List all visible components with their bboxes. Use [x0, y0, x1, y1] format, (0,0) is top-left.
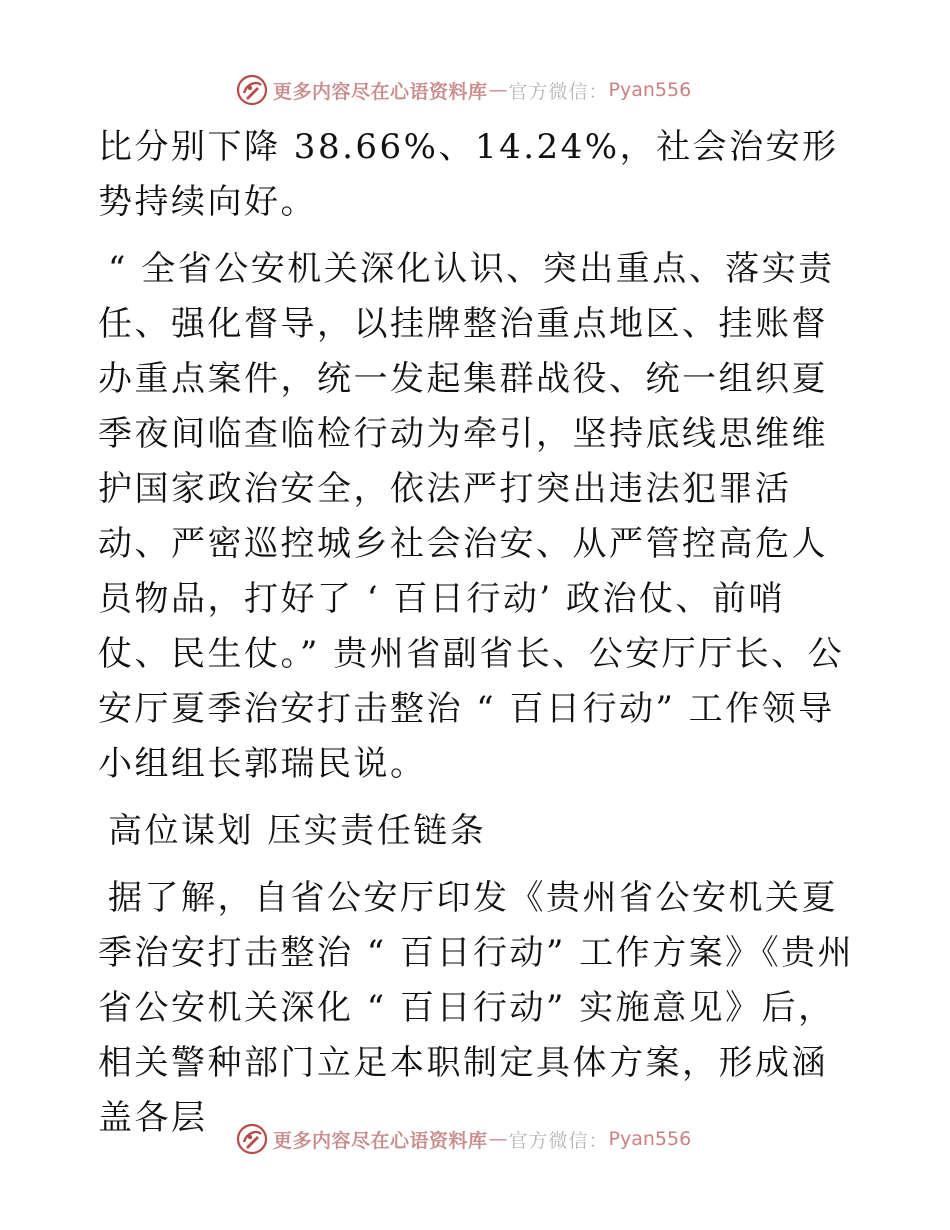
watermark-wechat-label: 官方微信： [508, 80, 609, 103]
watermark-footer [235, 1122, 691, 1156]
watermark-dash: — [488, 79, 508, 101]
paragraph-2: “ 全省公安机关深化认识、突出重点、落实责任、强化督导，以挂牌整治重点地区、挂账督办重点案件，统一发起集群战役、统一组织夏季夜间临查临检行动为牵引，坚持底线思维维护国家政治安全，依法严打突出违法犯罪活动、严密巡控城乡社会治安、从严管控高危人员物品，打好了 ‘ 百日行动’ 政治仗、前哨仗、民生仗。” 贵州省副省长、公安厅厅长、公安厅夏季治安打击整治 “ 百日行动” 工作领导小组组长郭瑞民说。 [98, 249, 845, 784]
watermark-site-text: 更多内容尽在心语资料库 [273, 80, 488, 103]
document-body [98, 120, 858, 1146]
watermark-dash: — [488, 1128, 508, 1150]
watermark-site-text: 更多内容尽在心语资料库 [273, 1129, 488, 1152]
paragraph-3: 据了解，自省公安厅印发《贵州省公安机关夏季治安打击整治 “ 百日行动” 工作方案》《贵州省公安机关深化 “ 百日行动” 实施意见》后，相关警种部门立足本职制定具体方案，形成涵盖各层 [98, 878, 855, 1138]
watermark-wechat-id: Pyan556 [608, 79, 692, 101]
watermark-header [235, 73, 691, 107]
paragraph-1: 比分别下降 38.66%、14.24%，社会治安形势持续向好。 [98, 127, 839, 222]
watermark-wechat-id: Pyan556 [608, 1128, 692, 1150]
library-logo-icon [235, 1122, 269, 1156]
section-heading: 高位谋划 压实责任链条 [108, 811, 487, 851]
watermark-wechat-label: 官方微信： [508, 1129, 609, 1152]
library-logo-icon [235, 73, 269, 107]
